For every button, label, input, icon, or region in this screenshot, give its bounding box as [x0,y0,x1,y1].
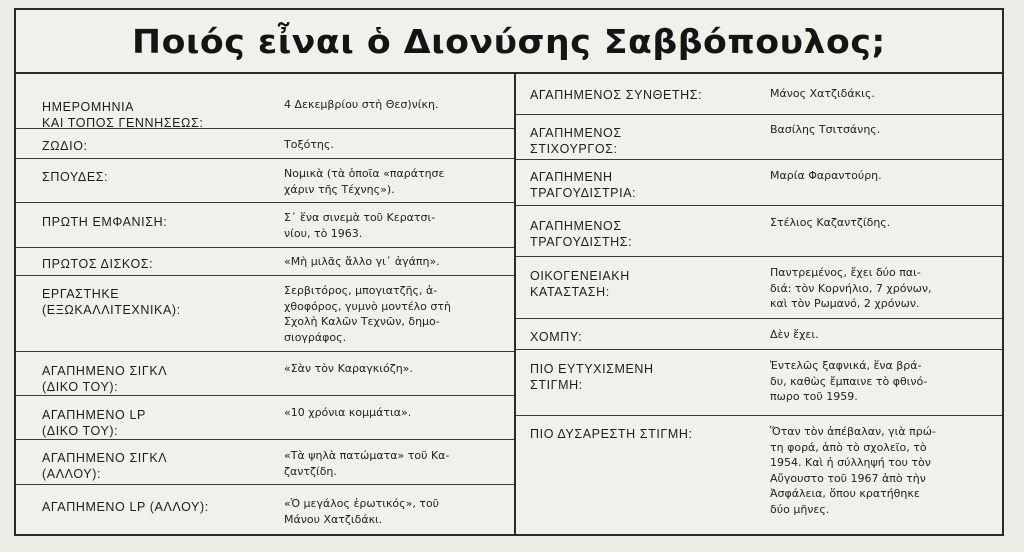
row-value: Παντρεμένος, ἔχει δύο παι- διά: τὸν Κορνήλιο, 7 χρόνων, καὶ τὸν Ρωμανό, 2 χρόνων. [770,266,932,310]
row-value: Σερβιτόρος, μπογιατζῆς, ἀ- χθοφόρος, γυμνὸ μοντέλο στὴ Σχολὴ Καλῶν Τεχνῶν, δημο- σιογράφος. [284,284,451,344]
row-label: ΧΟΜΠΥ: [530,330,583,344]
row-label: ΠΙΟ ΕΥΤΥΧΙΣΜΕΝΗ ΣΤΙΓΜΗ: [530,362,654,392]
table-row [516,74,1002,115]
table-row [16,485,514,536]
row-label: ΑΓΑΠΗΜΕΝΟ ΣΙΓΚΛ (ΔΙΚΟ ΤΟΥ): [42,364,168,394]
row-value: Ὅταν τὸν ἀπέβαλαν, γιὰ πρώ- τη φορά, ἀπὸ τὸ σχολεῖο, τὸ 1954. Καὶ ἡ σύλληψή του τὸν Αὔγουστο τοῦ 1967 ἀπὸ τὴν Ἀσφάλεια, ὅπου κρατήθηκε δύο μῆνες. [770,425,936,516]
row-value: «Ὁ μεγάλος ἐρωτικός», τοῦ Μάνου Χατζιδάκι. [284,497,440,526]
row-value: «10 χρόνια κομμάτια». [284,406,412,419]
row-value: Σ᾿ ἕνα σινεμὰ τοῦ Κερατσι- νίου, τὸ 1963. [284,211,436,240]
row-value: «Σὰν τὸν Καραγκιόζη». [284,362,413,375]
row-label: ΠΙΟ ΔΥΣΑΡΕΣΤΗ ΣΤΙΓΜΗ: [530,427,693,441]
row-label: ΖΩΔΙΟ: [42,139,88,153]
row-label: ΑΓΑΠΗΜΕΝΗ ΤΡΑΓΟΥΔΙΣΤΡΙΑ: [530,170,637,200]
table-row [16,159,514,203]
row-label: ΠΡΩΤΟΣ ΔΙΣΚΟΣ: [42,257,154,271]
row-label: ΑΓΑΠΗΜΕΝΟ LP (ΔΙΚΟ ΤΟΥ): [42,408,146,438]
row-value: «Μὴ μιλᾶς ἄλλο γι᾿ ἀγάπη». [284,255,440,268]
row-value: Βασίλης Τσιτσάνης. [770,123,881,136]
table-row [16,396,514,440]
row-value: 4 Δεκεμβρίου στὴ Θεσ)νίκη. [284,98,439,111]
page-title: Ποιός εἶναι ὁ Διονύσης Σαββόπουλος; [132,21,886,61]
row-label: ΕΡΓΑΣΤΗΚΕ (ΕΞΩΚΑΛΛΙΤΕΧΝΙΚΑ): [42,287,181,317]
table-row [516,350,1002,416]
row-label: ΑΓΑΠΗΜΕΝΟΣ ΣΤΙΧΟΥΡΓΟΣ: [530,126,622,156]
row-value: Δὲν ἔχει. [770,328,819,341]
right-column [516,74,1002,534]
row-value: Ἐντελῶς ξαφνικά, ἕνα βρά- δυ, καθὼς ἔμπαινε τὸ φθινό- πωρο τοῦ 1959. [770,359,928,403]
table-row [516,319,1002,350]
row-value: «Τὰ ψηλὰ πατώματα» τοῦ Κα- ζαντζίδη. [284,449,450,478]
profile-table [14,8,1004,536]
row-label: ΑΓΑΠΗΜΕΝΟΣ ΤΡΑΓΟΥΔΙΣΤΗΣ: [530,219,633,249]
table-row [16,352,514,396]
table-row [516,206,1002,257]
row-label: ΑΓΑΠΗΜΕΝΟ ΣΙΓΚΛ (ΑΛΛΟΥ): [42,451,168,481]
row-label: ΗΜΕΡΟΜΗΝΙΑ ΚΑΙ ΤΟΠΟΣ ΓΕΝΝΗΣΕΩΣ: [42,100,204,130]
row-label: ΑΓΑΠΗΜΕΝΟ LP (ΑΛΛΟΥ): [42,500,209,514]
left-column [16,74,516,534]
table-row [16,74,514,129]
row-value: Νομικὰ (τὰ ὁποῖα «παράτησε χάριν τῆς Τέχνης»). [284,167,445,196]
table-row [16,248,514,276]
table-row [516,416,1002,536]
row-value: Στέλιος Καζαντζίδης. [770,216,891,229]
table-row [516,257,1002,319]
row-value: Τοξότης. [284,138,334,151]
row-value: Μάνος Χατζιδάκις. [770,87,875,100]
row-value: Μαρία Φαραντούρη. [770,169,882,182]
row-label: ΣΠΟΥΔΕΣ: [42,170,109,184]
table-row [16,440,514,485]
table-row [16,129,514,159]
row-label: ΑΓΑΠΗΜΕΝΟΣ ΣΥΝΘΕΤΗΣ: [530,88,703,102]
table-row [16,276,514,352]
row-label: ΟΙΚΟΓΕΝΕΙΑΚΗ ΚΑΤΑΣΤΑΣΗ: [530,269,630,299]
title-band [16,10,1002,74]
table-row [516,160,1002,206]
table-row [16,203,514,248]
table-row [516,115,1002,160]
row-label: ΠΡΩΤΗ ΕΜΦΑΝΙΣΗ: [42,215,168,229]
